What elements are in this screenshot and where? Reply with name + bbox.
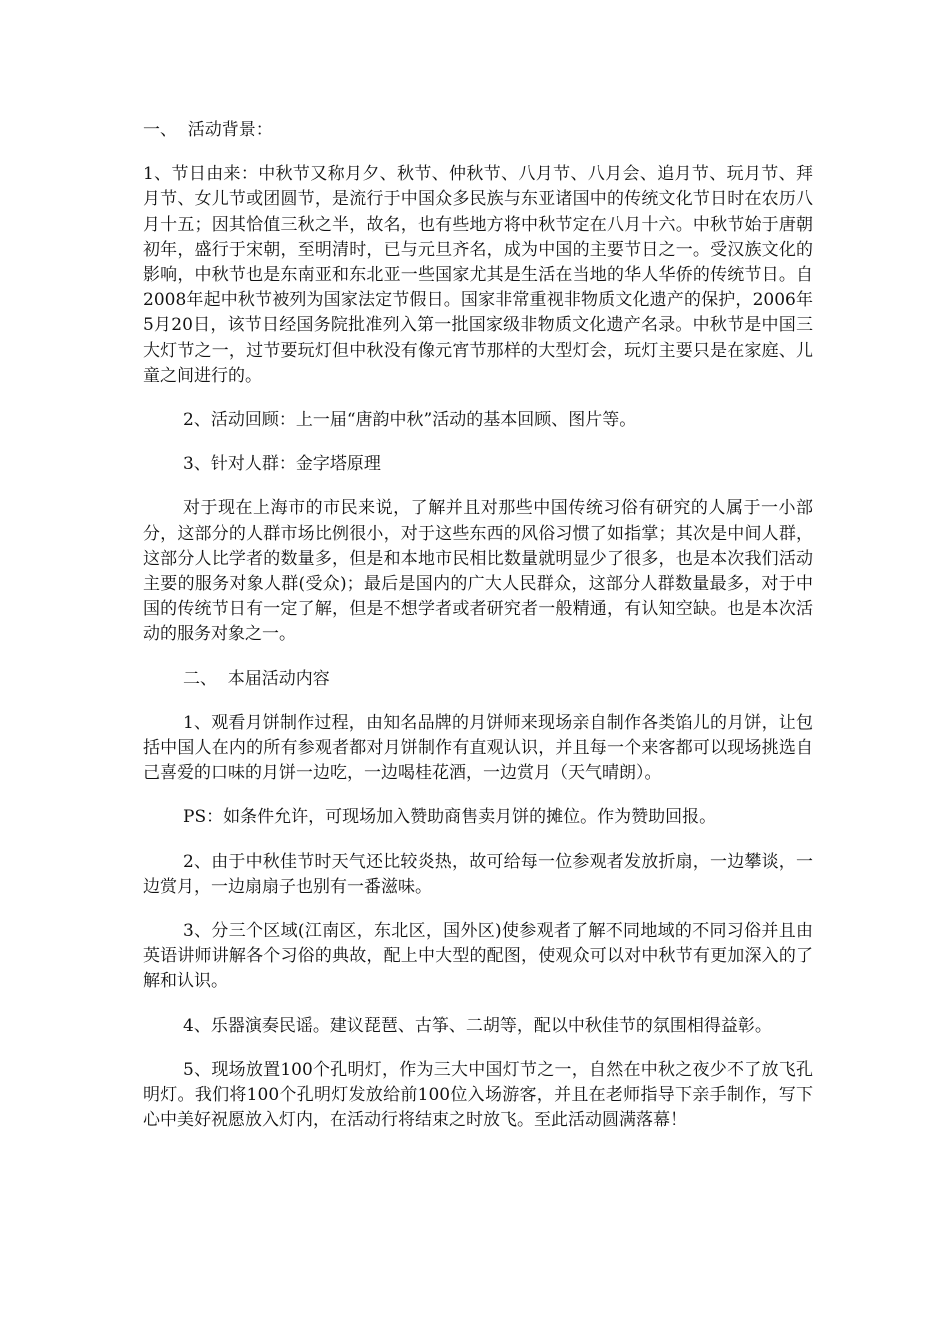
paragraph-festival-origin: 1、节日由来：中秋节又称月夕、秋节、仲秋节、八月节、八月会、追月节、玩月节、拜月节、女儿节或团圆节，是流行于中国众多民族与东亚诸国中的传统文化节日时在农历八月十五；因其恰值三秋之半，故名，也有些地方将中秋节定在八月十六。中秋节始于唐朝初年，盛行于宋朝，至明清时，已与元旦齐名，成为中国的主要节日之一。受汉族文化的影响，中秋节也是东南亚和东北亚一些国家尤其是生活在当地的华人华侨的传统节日。自2008年起中秋节被列为国家法定节假日。国家非常重视非物质文化遗产的保护，2006年5月20日，该节日经国务院批准列入第一批国家级非物质文化遗产名录。中秋节是中国三大灯节之一，过节要玩灯但中秋没有像元宵节那样的大型灯会，玩灯主要只是在家庭、儿童之间进行的。: [143, 164, 813, 386]
paragraph-audience-detail: 对于现在上海市的市民来说，了解并且对那些中国传统习俗有研究的人属于一小部分，这部分的人群市场比例很小，对于这些东西的风俗习惯了如指掌；其次是中间人群，这部分人比学者的数量多，但是和本地市民相比数量就明显少了很多，也是本次我们活动主要的服务对象人群(受众)；最后是国内的广大人民群众，这部分人群数量最多，对于中国的传统节日有一定了解，但是不想学者或者研究者一般精通，有认知空缺。也是本次活动的服务对象之一。: [143, 498, 813, 645]
paragraph-target-audience: 3、针对人群：金字塔原理: [183, 454, 381, 475]
paragraph-event-review: 2、活动回顾：上一届“唐韵中秋”活动的基本回顾、图片等。: [183, 410, 637, 431]
section-heading-content: 二、 本届活动内容: [183, 668, 330, 689]
document-page: [143, 118, 813, 1153]
paragraph-mooncake-making: 1、观看月饼制作过程，由知名品牌的月饼师来现场亲自制作各类馅儿的月饼，让包括中国人在内的所有参观者都对月饼制作有直观认识，并且每一个来客都可以现场挑选自己喜爱的口味的月饼一边吃，一边喝桂花酒，一边赏月（天气晴朗）。: [143, 712, 813, 784]
section-heading-background: 一、 活动背景：: [143, 120, 273, 140]
paragraph-folding-fans: 2、由于中秋佳节时天气还比较炎热，故可给每一位参观者发放折扇，一边攀谈，一边赏月，一边扇扇子也别有一番滋味。: [143, 851, 813, 897]
paragraph-sky-lanterns: 5、现场放置100个孔明灯，作为三大中国灯节之一，自然在中秋之夜少不了放飞孔明灯。我们将100个孔明灯发放给前100位入场游客，并且在老师指导下亲手制作，写下心中美好祝愿放入灯内，在活动行将结束之时放飞。至此活动圆满落幕！: [143, 1059, 813, 1131]
paragraph-regional-zones: 3、分三个区域(江南区，东北区，国外区)使参观者了解不同地域的不同习俗并且由英语讲师讲解各个习俗的典故，配上中大型的配图，使观众可以对中秋节有更加深入的了解和认识。: [143, 921, 813, 992]
paragraph-sponsor-note: PS：如条件允许，可现场加入赞助商售卖月饼的摊位。作为赞助回报。: [183, 807, 717, 828]
paragraph-folk-music: 4、乐器演奏民谣。建议琵琶、古筝、二胡等，配以中秋佳节的氛围相得益彰。: [183, 1015, 772, 1036]
